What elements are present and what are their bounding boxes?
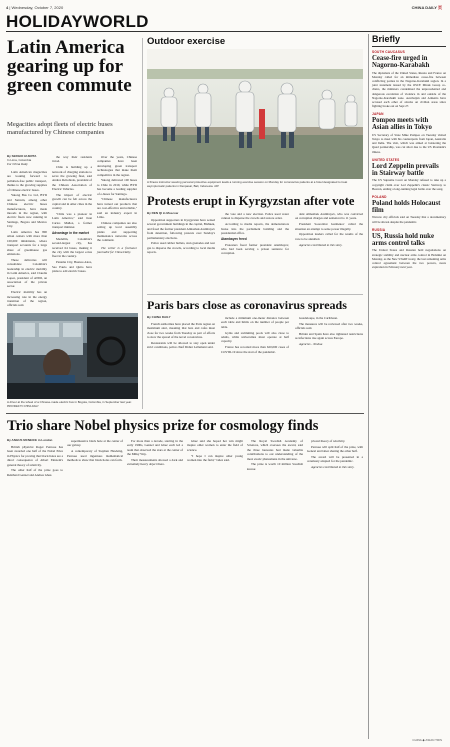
paris-headline: Paris bars close as coronavirus spreads: [147, 298, 347, 312]
paris-column-2: include a minimum one-meter distance between each table and limits on the number of people per table. Gyms and swimming pools will also close to adults, while universities must operate at half capacity. France has recorded more than 620,000 cases of COVID-19 since the start of the pandemic.: [221, 316, 289, 354]
column-divider: [142, 38, 143, 409]
briefly-title: Briefly: [372, 34, 446, 47]
brief-item: [372, 112, 446, 154]
nobel-column-6: pivotal theory of relativity. Penrose will split half of the prize, with Genzel and Ghez sharing the other half. The award will be presented in a ceremony adapted for the pandemic. Agencies contributed to this story.: [307, 439, 363, 470]
briefly-sidebar: [372, 34, 446, 273]
brief-kicker: JAPAN: [372, 112, 384, 117]
brief-headline: Poland holds Holocaust film: [372, 199, 441, 214]
nobel-top-rule: [6, 413, 364, 414]
kyrgyz-headline: Protests erupt in Kyrgyzstan after vote: [147, 194, 355, 208]
paris-column-3: Guadeloupe, in the Caribbean. The measures will be reviewed after two weeks, officials said. Britain and Spain have also tightened restrictions as infections rise again across Europe. Agencies - Xinhua: [295, 316, 363, 347]
brief-text: The US Supreme Court on Monday refused to take up a copyright claim over Led Zeppelin's classic Stairway to Heaven, ending a long-running legal battle over the song.: [372, 178, 446, 191]
latam-headline: Latin America gearing up for green commute: [7, 37, 132, 96]
page-footer: CHINA ◆ ASIAN TRIS: [412, 738, 442, 742]
bus-photo: [7, 313, 138, 399]
kyrgyz-column-3: dent Almazbek Atambayev, who was convicted on corruption charges and sentenced to 11 years. President Sooronbai Jeenbekov called the situation an attempt to seize power illegally. Opposition leaders called for the results of the vote to be annulled. Agencies contributed to this story.: [295, 212, 363, 247]
kyrgyz-column-1: Opposition supporters in Kyrgyzstan have seized several government buildings in the capital, Bishkek, and freed the former president Almazbek Atambayev from detention, following protests over Sunday's parliamentary elections. Police used rubber bullets, stun grenades and tear gas to disperse the crowds, according to local media reports.: [147, 218, 215, 255]
brief-text: The diplomats of the United States, Russia and France on Monday called for an immediate cease-fire between conflicting parties in the Nagorno-Karabakh region. In a joint statement issued by the OSCE Minsk Group co-chairs, the ministers condemned the unprecedented and dangerous escalation of violence in and outside of the Nagorno-Karabakh zone. Azerbaijan and Armenia have accused each other of attacks on civilian areas since fighting broke out on Sept 27.: [372, 70, 446, 109]
outdoor-exercise-photo: [147, 49, 363, 179]
sidebar-divider: [368, 34, 369, 739]
brief-item: [372, 50, 446, 108]
kyrgyz-column-2: the vote and a new election. Police used water cannon to disperse the crowds and restore order. According to media reports, the demonstrators broke into the parliament building and the presidential office. Atambayev freed Protesters freed former president Atambayev, who had been serving a prison sentence for corruption.: [221, 212, 289, 256]
brief-item: [372, 228, 446, 270]
outdoor-photo-caption: A fitness instructor wearing personal protective equipment leads a running exercise session on Monday for coronavirus patients at a hotel designated to treat asymptomatic patients in Denpasar, Bali, Indonesia. AFP: [147, 180, 348, 188]
brief-text: The United States and Russian held negotiations on strategic stability and nuclear arms control in Helsinki on Monday, as the New START treaty, the last remaining arms control agreement between the two powers, nears expiration in February next year.: [372, 248, 446, 270]
brief-text: US Secretary of State Mike Pompeo on Tuesday visited Tokyo to meet with his counterparts from Japan, Australia and India. The visit, which was aimed at bolstering the Quad partnership, was cut short due to the US President's illness.: [372, 132, 446, 154]
nobel-column-5: The Royal Swedish Academy of Sciences, which oversees the award, said the three laureates had made valuable contributions to our understanding of the most exotic phenomena in the universe. The prize is worth 10 million Swedish kronor.: [247, 439, 303, 471]
brief-text: Warsaw city officials said on Tuesday that a documentary will be shown despite the pandemic.: [372, 215, 446, 224]
bus-photo-caption: A driver at the wheel of a Chinese-made electric bus in Bogota, Colombia, in September last year. PROVIDED TO CHINA DAILY: [7, 400, 132, 408]
nobel-column-2: supermassive black hole at the center of our galaxy. A contemporary of Stephen Hawking, Penrose used ingenious mathematical methods to show that black holes can form.: [67, 439, 123, 463]
brief-item: [372, 195, 446, 224]
section-title: HOLIDAYWORLD: [6, 12, 149, 31]
nobel-column-1: British physicist Roger Penrose has been awarded one half of the Nobel Prize in Physics for proving that black holes are a direct consequence of Albert Einstein's general theory of relativity. The other half of the prize goes to Reinhard Genzel and Andrea Ghez.: [7, 445, 63, 477]
paris-column-1: French authorities have placed the Paris region on maximum alert, meaning that bars and cafes must close for two weeks from Tuesday as part of efforts to slow the spread of the novel coronavirus. Restaurants will be allowed to stay open under strict conditions, police chief Didier Lallement said.: [147, 322, 215, 350]
masthead-rule: [6, 31, 442, 32]
brief-kicker: POLAND: [372, 194, 387, 199]
brief-item: [372, 158, 446, 191]
nobel-column-3: For more than a decade, starting in the early 1990s, Genzel and Ghez each led a team that observed the stars at the center of the Milky Way. Their measurements showed a dark and extremely heavy object there.: [127, 439, 183, 467]
nobel-headline: Trio share Nobel physics prize for cosmology finds: [7, 418, 319, 434]
brief-kicker: SOUTH CAUCASUS: [372, 50, 405, 54]
publication-name: CHINA DAILY 页: [411, 5, 442, 10]
brief-kicker: UNITED STATES: [372, 157, 400, 162]
nobel-column-4: Ghez said she hoped her win might inspire other women to enter the field of science. "I hope I can inspire other young women into the field," Ghez said.: [187, 439, 243, 463]
latam-column-2: the way their residents travel. Chile is building up a network of charging stations to serve the growing fleet, said Andres Rebolledo, president of the Chilean Association of Electric Vehicles. The impact of electric growth can be felt across the capital and in other cities in the country. "Chile was a pioneer in Latin America," said Juan Carlos Muñoz, a former transport minister. Advantage in the market Medellin, Colombia's second-largest city, has received 64 buses, making it the city with the largest e-bus fleet in the country. Panama City, Buenos Aires, Sao Paulo and Quito have plans to add electric buses.: [52, 155, 93, 274]
latam-byline: By SERGIO HUERTA In Lima, Colombia For China Daily: [7, 154, 37, 166]
brief-headline: US, Russia hold nuke arms control talks: [372, 232, 434, 247]
page-number: 4 | Wednesday, October 7, 2020: [6, 5, 64, 10]
kyrgyz-byline: By REN QI in Moscow: [147, 211, 179, 215]
nobel-byline: By ANGUS MCNEICE in London: [7, 438, 53, 442]
paris-byline: By CHINA DAILY: [147, 315, 171, 319]
latam-deck: Megacities adopt fleets of electric buses manufactured by Chinese companies: [7, 121, 113, 136]
brief-headline: Cease-fire urged in Nagorno-Karabakh: [372, 55, 430, 69]
brief-headline: Lord Zeppelin prevails in Stairway battle: [372, 162, 439, 177]
latam-column-1: Latin American megacities are looking forward to pollution-free public transport, thanks to the growing supplies of Chinese electric buses. Yutong Bus Co Ltd, BYD and Sunwin, among other Chinese electric buses manufacturers, have made inroads in the region, with electric fleets now running in Santiago, Bogota and Mexico City. Latin America has 800 urban centers with more than 100,000 inhabitants, where transport accounts for a large share of greenhouse gas emissions. These deliveries will consolidate Colombia's leadership in electric mobility in Latin America, said Claudia Lopez, president of ANDI, an association of the private sector. Electric mobility has an increasing role in the energy transition of the region, officials said.: [7, 170, 47, 308]
outdoor-heading: Outdoor exercise: [147, 36, 226, 47]
brief-headline: Pompeo meets with Asian allies in Tokyo: [372, 117, 432, 132]
latam-column-3: Over the years, Chinese companies have been developing green transport technologies that make them competitive in the region. Yutong delivered 100 buses to Chile in 2019, while BYD has become a leading supplier of e-buses for Santiago. "Chinese manufacturers have turned out products that are cost-effective and reliable," said an industry expert in Lima. Chinese companies are also setting up local assembly plants and supporting maintenance networks across the continent. The writer is a freelance journalist for China Daily.: [97, 155, 137, 255]
section-divider: [147, 294, 363, 295]
brief-kicker: RUSSIA: [372, 227, 386, 232]
